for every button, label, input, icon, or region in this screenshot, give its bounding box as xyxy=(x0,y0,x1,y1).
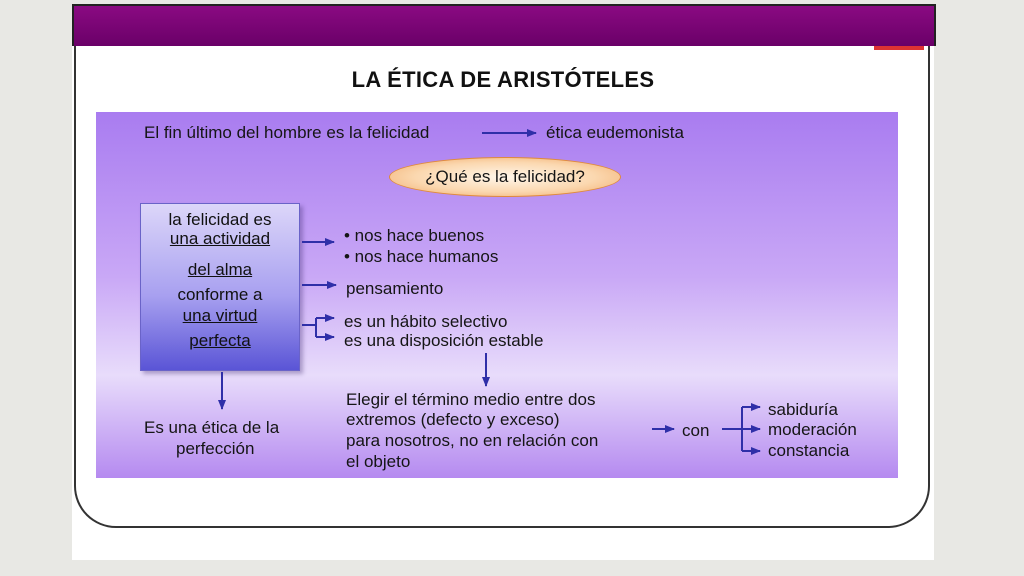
virtud-moderacion: moderación xyxy=(768,420,857,439)
box-line-5: una virtud xyxy=(182,306,258,325)
perfeccion-line-2: perfección xyxy=(176,439,255,458)
box-line-2: una actividad xyxy=(169,229,271,248)
termino-medio-line-2: extremos (defecto y exceso) xyxy=(346,410,560,429)
connector-arrows xyxy=(96,112,898,478)
habito-selectivo-text: es un hábito selectivo xyxy=(344,312,508,331)
virtud-constancia: constancia xyxy=(768,441,850,460)
arrow-virtud-fork xyxy=(302,318,316,337)
con-text: con xyxy=(682,421,710,440)
question-text: ¿Qué es la felicidad? xyxy=(425,167,585,186)
perfeccion-line-1: Es una ética de la xyxy=(144,418,280,437)
box-line-4: conforme a xyxy=(177,285,263,304)
box-line-3: del alma xyxy=(187,260,253,279)
nos-hace-humanos-text: • nos hace humanos xyxy=(344,247,499,266)
slide-title: LA ÉTICA DE ARISTÓTELES xyxy=(351,67,655,92)
virtud-sabiduria: sabiduría xyxy=(768,400,838,419)
termino-medio-line-4: el objeto xyxy=(346,452,411,471)
fin-ultimo-text: El fin último del hombre es la felicidad xyxy=(144,123,430,142)
disposicion-estable-text: es una disposición estable xyxy=(344,331,544,350)
box-line-1: la felicidad es xyxy=(168,210,272,229)
nos-hace-buenos-text: • nos hace buenos xyxy=(344,226,485,245)
pensamiento-text: pensamiento xyxy=(346,279,444,298)
slide xyxy=(72,4,934,560)
termino-medio-line-1: Elegir el término medio entre dos xyxy=(346,390,596,409)
termino-medio-line-3: para nosotros, no en relación con xyxy=(346,431,599,450)
header-bar xyxy=(72,4,936,46)
box-line-6: perfecta xyxy=(189,331,251,350)
concept-map-panel xyxy=(96,112,898,478)
etica-eudemonista-text: ética eudemonista xyxy=(546,123,684,142)
